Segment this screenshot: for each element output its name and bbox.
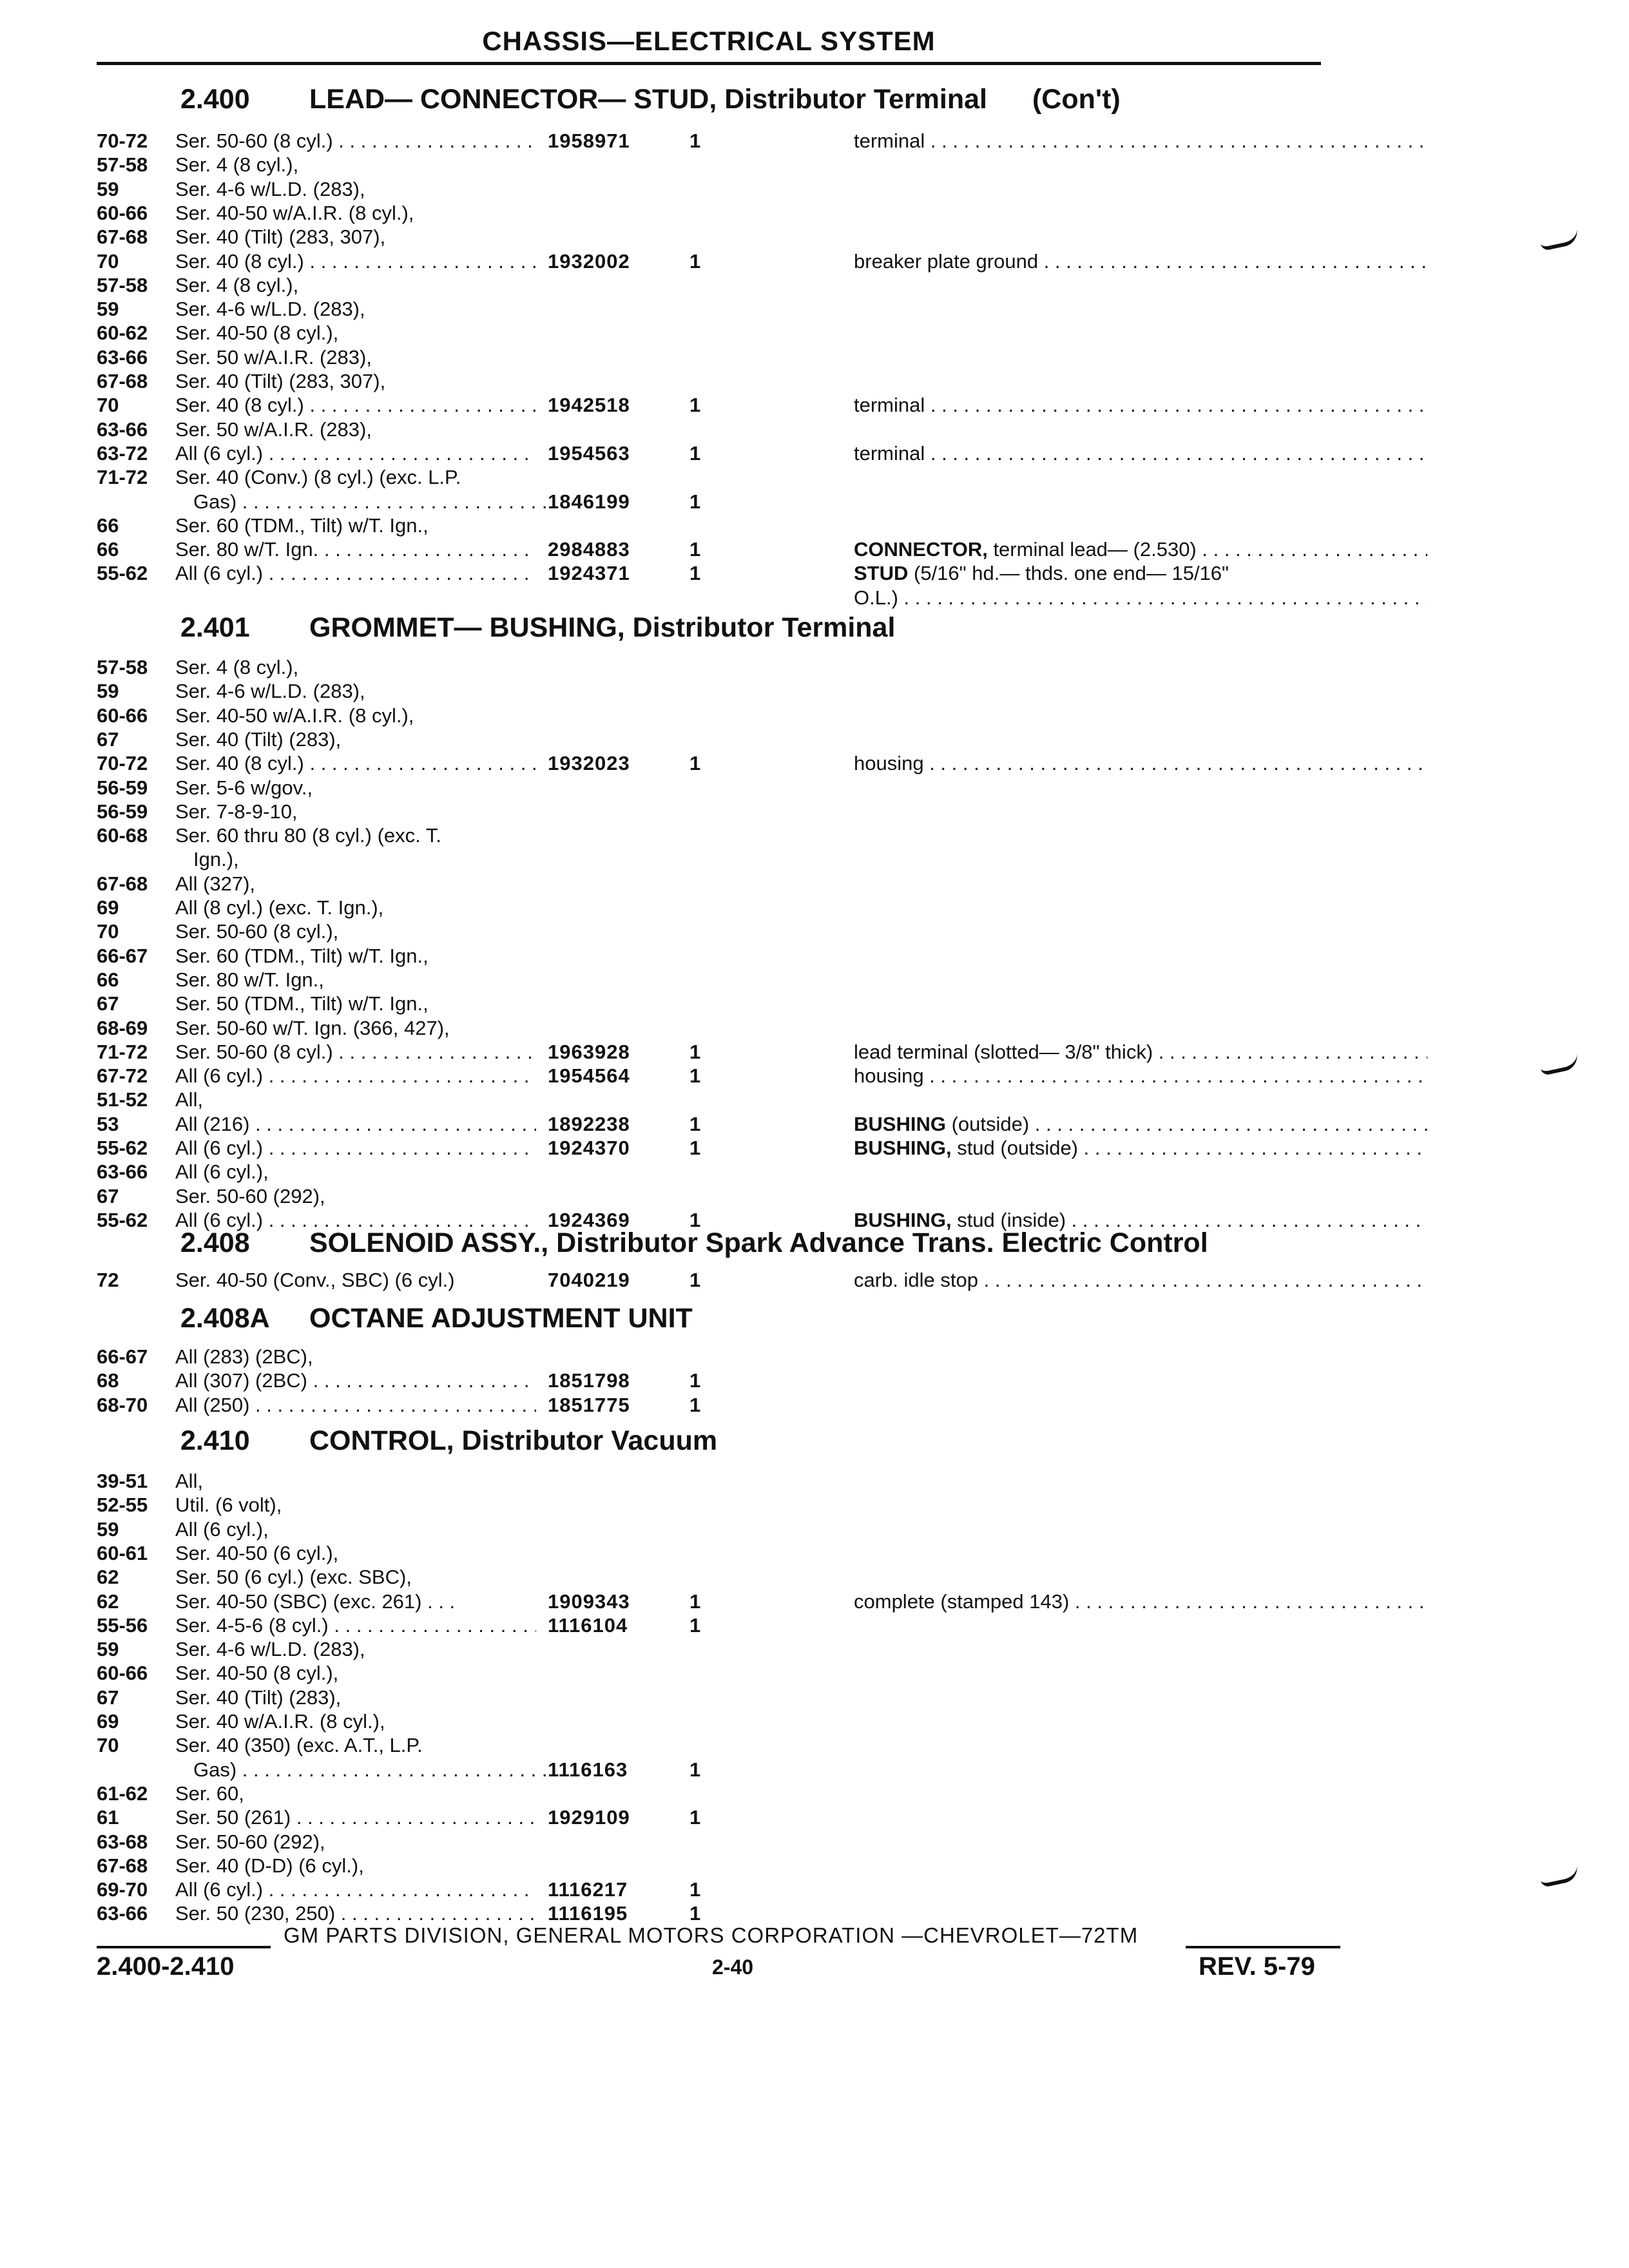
- note-text: stud (outside): [951, 1137, 1079, 1159]
- application-description: Ser. 50 (TDM., Tilt) w/T. Ign.,: [175, 992, 429, 1015]
- margin-tick-mark: [1539, 1865, 1580, 1888]
- application-description: Ser. 40 (Tilt) (283, 307),: [175, 370, 386, 392]
- note-text: (outside): [945, 1112, 1030, 1135]
- model-years: 59: [97, 298, 119, 321]
- model-years: 67-68: [97, 872, 148, 895]
- quantity: 1: [689, 1369, 701, 1392]
- model-years: 70-72: [97, 752, 148, 775]
- model-years: 66: [97, 538, 119, 561]
- footer-rule-left: [97, 1946, 271, 1948]
- note-text: complete (stamped 143): [854, 1590, 1070, 1613]
- application-description: Ser. 40 (8 cyl.) . . .: [175, 249, 536, 274]
- model-years: 55-62: [97, 1208, 148, 1231]
- application-description: Ser. 50 w/A.I.R. (283),: [175, 418, 372, 441]
- model-years: 60-66: [97, 1662, 148, 1685]
- model-years: 60-66: [97, 201, 148, 224]
- note-text: terminal: [854, 130, 925, 152]
- part-note: [854, 1590, 1427, 1614]
- model-years: 57-58: [97, 273, 148, 296]
- application-description: Ser. 60 (TDM., Tilt) w/T. Ign.,: [175, 514, 429, 537]
- application-description: Ser. 4-6 w/L.D. (283),: [175, 680, 365, 703]
- application-description: Ser. 7-8-9-10,: [175, 800, 298, 823]
- part-number: 1116163: [548, 1758, 628, 1781]
- application-description: Ser. 50-60 w/T. Ign. (366, 427),: [175, 1016, 450, 1039]
- application-description: Ser. 40 (D-D) (6 cyl.),: [175, 1854, 364, 1877]
- part-number: 1963928: [548, 1040, 630, 1063]
- model-years: 63-66: [97, 345, 148, 369]
- model-years: 59: [97, 177, 119, 200]
- part-number: 1851798: [548, 1369, 630, 1392]
- model-years: 69-70: [97, 1878, 148, 1901]
- part-note: [854, 586, 1427, 610]
- application-description: Ser. 5-6 w/gov.,: [175, 776, 313, 799]
- section-heading: SOLENOID ASSY., Distributor Spark Advance Trans. Electric Control: [309, 1227, 1208, 1258]
- model-years: 60-61: [97, 1541, 148, 1564]
- part-number: 1929109: [548, 1806, 630, 1829]
- margin-tick-mark: [1539, 1053, 1580, 1076]
- quantity: 1: [689, 1137, 701, 1159]
- application-description: Ser. 80 w/T. Ign. . . .: [175, 537, 536, 562]
- part-number: 1892238: [548, 1112, 630, 1135]
- application-description: Ser. 40-50 (8 cyl.),: [175, 1662, 339, 1685]
- quantity: 1: [689, 130, 701, 152]
- application-description: All (6 cyl.) . . .: [175, 1208, 536, 1233]
- note-text: O.L.): [854, 586, 898, 609]
- application-description: All (6 cyl.),: [175, 1517, 269, 1541]
- part-note: [854, 393, 1427, 418]
- note-text: lead terminal (slotted— 3/8" thick): [854, 1040, 1153, 1063]
- model-years: 61: [97, 1806, 119, 1829]
- model-years: 60-68: [97, 824, 148, 847]
- model-years: 63-66: [97, 1902, 148, 1925]
- model-years: 59: [97, 1638, 119, 1661]
- model-years: 66-67: [97, 1345, 148, 1368]
- application-description: Ser. 50-60 (8 cyl.),: [175, 920, 339, 943]
- quantity: 1: [689, 1064, 701, 1088]
- application-description: Ser. 40 (8 cyl.) . . .: [175, 393, 536, 418]
- model-years: 68-69: [97, 1016, 148, 1039]
- model-years: 69: [97, 896, 119, 919]
- model-years: 59: [97, 1517, 119, 1541]
- application-description: Ser. 40-50 (6 cyl.),: [175, 1541, 339, 1564]
- part-number: 1116217: [548, 1878, 628, 1901]
- application-description: Ser. 40 (Tilt) (283, 307),: [175, 226, 386, 249]
- application-description: Util. (6 volt),: [175, 1494, 282, 1517]
- application-description: Ser. 4-6 w/L.D. (283),: [175, 298, 365, 321]
- model-years: 67: [97, 1686, 119, 1709]
- application-description: Ser. 4-6 w/L.D. (283),: [175, 177, 365, 200]
- quantity: 1: [689, 394, 701, 417]
- application-description: Ser. 50 (230, 250) . . .: [175, 1901, 536, 1926]
- model-years: 39-51: [97, 1470, 148, 1492]
- application-description: Ser. 40-50 (Conv., SBC) (6 cyl.): [175, 1269, 455, 1291]
- model-years: 67-68: [97, 226, 148, 249]
- application-description: Ser. 50 (6 cyl.) (exc. SBC),: [175, 1566, 412, 1589]
- part-note: [854, 441, 1427, 466]
- model-years: 57-58: [97, 153, 148, 177]
- model-years: 70: [97, 249, 119, 273]
- note-text: carb. idle stop: [854, 1269, 978, 1291]
- note-text: stud (inside): [951, 1208, 1066, 1231]
- footer-rule-right: [1186, 1946, 1340, 1948]
- application-description: Ser. 50 w/A.I.R. (283),: [175, 345, 372, 369]
- part-name: BUSHING: [854, 1112, 946, 1135]
- model-years: 63-66: [97, 1160, 148, 1184]
- section-title: [180, 1227, 1208, 1259]
- model-years: 67-72: [97, 1064, 148, 1088]
- application-description: Ser. 4 (8 cyl.),: [175, 273, 299, 296]
- margin-tick-mark: [1539, 228, 1580, 251]
- model-years: 56-59: [97, 776, 148, 799]
- application-description: Ser. 40 (350) (exc. A.T., L.P.: [175, 1734, 423, 1757]
- part-number: 1851775: [548, 1393, 630, 1416]
- section-number: 2.401: [180, 612, 250, 643]
- part-number: 1116104: [548, 1613, 628, 1637]
- quantity: 1: [689, 1208, 701, 1231]
- application-description: Ser. 40 (Conv.) (8 cyl.) (exc. L.P.: [175, 466, 461, 489]
- model-years: 55-62: [97, 1137, 148, 1159]
- note-text: housing: [854, 1064, 924, 1088]
- part-name: STUD: [854, 562, 909, 585]
- model-years: 56-59: [97, 800, 148, 823]
- model-years: 66-67: [97, 944, 148, 967]
- model-years: 66: [97, 968, 119, 991]
- application-description: Ser. 4 (8 cyl.),: [175, 153, 299, 177]
- quantity: 1: [689, 490, 701, 513]
- quantity: 1: [689, 562, 701, 585]
- application-description: All (216) . . .: [175, 1112, 536, 1137]
- model-years: 61-62: [97, 1782, 148, 1805]
- note-text: (5/16" hd.— thds. one end— 15/16": [908, 562, 1229, 585]
- model-years: 63-66: [97, 418, 148, 441]
- model-years: 70: [97, 920, 119, 943]
- part-name: CONNECTOR,: [854, 538, 988, 561]
- quantity: 1: [689, 441, 701, 465]
- section-title: [180, 1303, 693, 1334]
- section-title: [180, 612, 895, 644]
- model-years: 70: [97, 1734, 119, 1757]
- quantity: 1: [689, 752, 701, 775]
- application-description: Gas) . . .: [175, 1758, 554, 1782]
- model-years: 51-52: [97, 1088, 148, 1111]
- model-years: 67: [97, 727, 119, 751]
- quantity: 1: [689, 1112, 701, 1135]
- part-name: BUSHING,: [854, 1137, 952, 1159]
- model-years: 62: [97, 1590, 119, 1613]
- model-years: 67: [97, 992, 119, 1015]
- part-number: 2984883: [548, 538, 630, 561]
- model-years: 67-68: [97, 370, 148, 392]
- footer-division: GM PARTS DIVISION, GENERAL MOTORS CORPORATION —CHEVROLET—72TM: [284, 1923, 1139, 1947]
- model-years: 52-55: [97, 1494, 148, 1517]
- part-number: 1932002: [548, 249, 630, 273]
- quantity: 1: [689, 1393, 701, 1416]
- model-years: 55-56: [97, 1613, 148, 1637]
- note-text: housing: [854, 752, 924, 775]
- part-number: 1116195: [548, 1902, 628, 1925]
- quantity: 1: [689, 1878, 701, 1901]
- application-description: Ser. 40 w/A.I.R. (8 cyl.),: [175, 1710, 385, 1733]
- part-note: [854, 1268, 1427, 1293]
- model-years: 71-72: [97, 466, 148, 489]
- application-description: Ser. 40-50 w/A.I.R. (8 cyl.),: [175, 704, 414, 727]
- model-years: 67: [97, 1184, 119, 1207]
- footer-revision: REV. 5-79: [1199, 1952, 1315, 1981]
- page-header: CHASSIS—ELECTRICAL SYSTEM: [97, 26, 1321, 65]
- footer-section-range: 2.400-2.410: [97, 1952, 235, 1981]
- note-text: terminal: [854, 394, 925, 417]
- part-number: 1942518: [548, 394, 630, 417]
- application-description: Ser. 80 w/T. Ign.,: [175, 968, 324, 991]
- model-years: 60-62: [97, 322, 148, 345]
- part-number: 1924370: [548, 1137, 630, 1159]
- quantity: 1: [689, 1590, 701, 1613]
- model-years: 69: [97, 1710, 119, 1733]
- application-description: All (250) . . .: [175, 1393, 536, 1418]
- part-note: [854, 537, 1427, 562]
- application-description: Ser. 4-6 w/L.D. (283),: [175, 1638, 365, 1661]
- model-years: 67-68: [97, 1854, 148, 1877]
- application-description: Ign.),: [193, 848, 239, 871]
- application-description: Ser. 50 (261) . . .: [175, 1805, 536, 1830]
- application-description: Ser. 4-5-6 (8 cyl.) . . .: [175, 1613, 536, 1638]
- section-title: [180, 1425, 717, 1457]
- model-years: 68: [97, 1369, 119, 1392]
- part-note: [854, 129, 1427, 153]
- application-description: All (6 cyl.) . . .: [175, 1136, 536, 1160]
- model-years: 72: [97, 1269, 119, 1291]
- section-continued: (Con't): [1032, 84, 1121, 115]
- application-description: Ser. 50-60 (8 cyl.) . . .: [175, 129, 536, 153]
- section-heading: OCTANE ADJUSTMENT UNIT: [309, 1303, 693, 1334]
- quantity: 1: [689, 1806, 701, 1829]
- application-description: Ser. 40 (Tilt) (283),: [175, 1686, 342, 1709]
- section-number: 2.410: [180, 1425, 250, 1456]
- model-years: 62: [97, 1566, 119, 1589]
- quantity: 1: [689, 1040, 701, 1063]
- quantity: 1: [689, 538, 701, 561]
- application-description: All (6 cyl.) . . .: [175, 1064, 536, 1088]
- quantity: 1: [689, 1758, 701, 1781]
- note-text: breaker plate ground: [854, 249, 1039, 273]
- application-description: Ser. 40-50 (8 cyl.),: [175, 322, 339, 345]
- application-description: Gas) . . .: [175, 490, 554, 514]
- application-description: All (283) (2BC),: [175, 1345, 313, 1368]
- model-years: 63-72: [97, 441, 148, 465]
- application-description: Ser. 50-60 (292),: [175, 1830, 325, 1853]
- application-description: All,: [175, 1088, 204, 1111]
- application-description: Ser. 40-50 (SBC) (exc. 261) . . .: [175, 1590, 456, 1613]
- section-heading: CONTROL, Distributor Vacuum: [309, 1425, 718, 1456]
- application-description: Ser. 50-60 (292),: [175, 1184, 325, 1207]
- part-note: [854, 561, 1434, 586]
- part-note: [854, 1136, 1427, 1160]
- part-number: 1924371: [548, 562, 630, 585]
- model-years: 70-72: [97, 130, 148, 152]
- application-description: Ser. 50-60 (8 cyl.) . . .: [175, 1040, 536, 1064]
- model-years: 68-70: [97, 1393, 148, 1416]
- part-note: [854, 1112, 1427, 1137]
- part-note: [854, 249, 1427, 274]
- application-description: All,: [175, 1470, 204, 1492]
- part-number: 1958971: [548, 130, 630, 152]
- section-number: 2.408: [180, 1227, 250, 1258]
- quantity: 1: [689, 249, 701, 273]
- application-description: Ser. 60 thru 80 (8 cyl.) (exc. T.: [175, 824, 441, 847]
- application-description: All (307) (2BC) . . .: [175, 1369, 536, 1393]
- note-text: terminal lead— (2.530): [987, 538, 1197, 561]
- application-description: Ser. 60 (TDM., Tilt) w/T. Ign.,: [175, 944, 429, 967]
- quantity: 1: [689, 1269, 701, 1291]
- part-note: [854, 1040, 1427, 1064]
- model-years: 59: [97, 680, 119, 703]
- part-number: 7040219: [548, 1269, 630, 1291]
- application-description: All (6 cyl.),: [175, 1160, 269, 1184]
- quantity: 1: [689, 1902, 701, 1925]
- section-heading: LEAD— CONNECTOR— STUD, Distributor Terminal: [309, 84, 987, 115]
- model-years: 55-62: [97, 562, 148, 585]
- application-description: Ser. 4 (8 cyl.),: [175, 656, 299, 678]
- application-description: Ser. 40 (Tilt) (283),: [175, 727, 342, 751]
- part-number: 1954564: [548, 1064, 630, 1088]
- section-number: 2.400: [180, 84, 250, 115]
- footer-page-number: 2-40: [712, 1956, 754, 1979]
- part-name: BUSHING,: [854, 1208, 952, 1231]
- application-description: All (327),: [175, 872, 256, 895]
- application-description: Ser. 60,: [175, 1782, 244, 1805]
- note-text: terminal: [854, 441, 925, 465]
- model-years: 53: [97, 1112, 119, 1135]
- application-description: Ser. 40-50 w/A.I.R. (8 cyl.),: [175, 201, 414, 224]
- application-description: All (6 cyl.) . . .: [175, 561, 536, 586]
- model-years: 60-66: [97, 704, 148, 727]
- application-description: All (6 cyl.) . . .: [175, 441, 536, 466]
- application-description: Ser. 40 (8 cyl.) . . .: [175, 751, 536, 776]
- section-heading: GROMMET— BUSHING, Distributor Terminal: [309, 612, 896, 643]
- model-years: 71-72: [97, 1040, 148, 1063]
- part-note: [854, 1064, 1427, 1088]
- part-number: 1932023: [548, 752, 630, 775]
- model-years: 63-68: [97, 1830, 148, 1853]
- part-number: 1954563: [548, 441, 630, 465]
- section-title: [180, 84, 1121, 115]
- part-number: 1924369: [548, 1208, 630, 1231]
- model-years: 57-58: [97, 656, 148, 678]
- model-years: 66: [97, 514, 119, 537]
- section-number: 2.408A: [180, 1303, 270, 1334]
- application-description: All (6 cyl.) . . .: [175, 1878, 536, 1902]
- part-number: 1909343: [548, 1590, 630, 1613]
- part-note: [854, 751, 1427, 776]
- application-description: All (8 cyl.) (exc. T. Ign.),: [175, 896, 384, 919]
- model-years: 70: [97, 394, 119, 417]
- quantity: 1: [689, 1613, 701, 1637]
- part-number: 1846199: [548, 490, 630, 513]
